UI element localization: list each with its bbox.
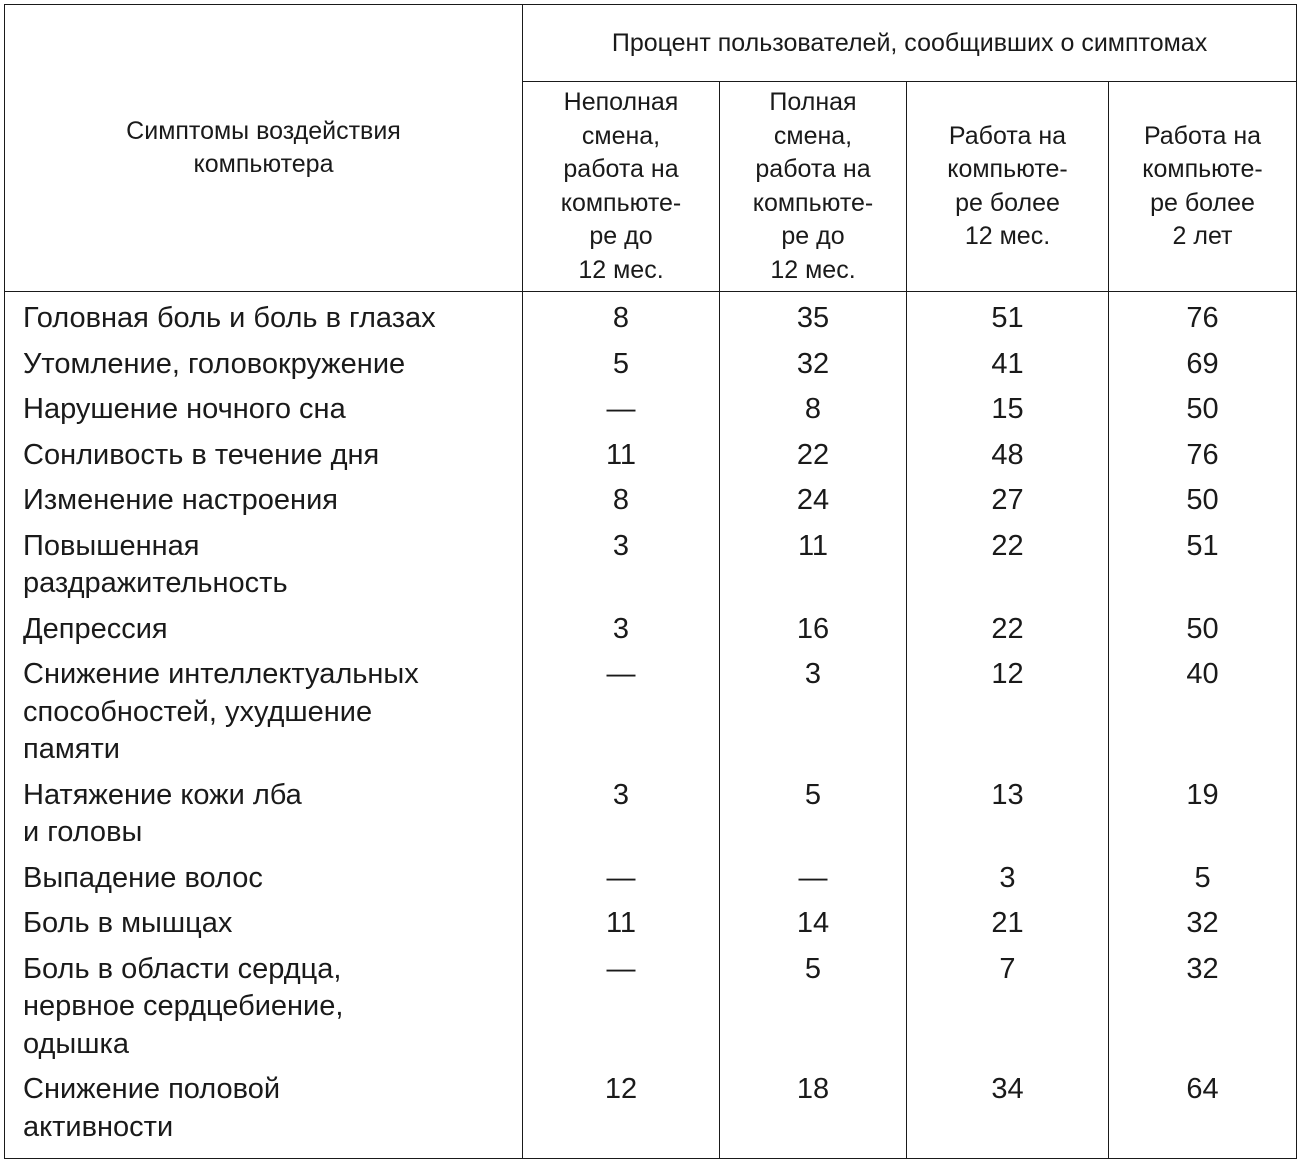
value-cell: 11 bbox=[720, 524, 907, 607]
value-cell: 22 bbox=[720, 433, 907, 479]
value-cell: 3 bbox=[907, 856, 1109, 902]
value-cell: 32 bbox=[1109, 947, 1297, 1068]
symptom-cell bbox=[5, 478, 523, 524]
table-row bbox=[5, 292, 1297, 342]
value-cell: 5 bbox=[523, 342, 720, 388]
table-row bbox=[5, 607, 1297, 653]
header-symptoms-line: Симптомы воздействия bbox=[126, 117, 401, 145]
symptom-label: Снижение интеллектуальных bbox=[23, 658, 419, 690]
symptom-cell bbox=[5, 292, 523, 342]
symptom-label: Снижение половой bbox=[23, 1073, 281, 1105]
symptom-label: Нарушение ночного сна bbox=[23, 393, 346, 425]
symptom-cell bbox=[5, 607, 523, 653]
value-cell: 64 bbox=[1109, 1067, 1297, 1159]
value-cell: 7 bbox=[907, 947, 1109, 1068]
table-row bbox=[5, 947, 1297, 1068]
value-cell: 34 bbox=[907, 1067, 1109, 1159]
header-line: компьюте- bbox=[560, 188, 682, 217]
value-cell: 3 bbox=[523, 773, 720, 856]
symptom-cell bbox=[5, 652, 523, 773]
value-cell: 51 bbox=[1109, 524, 1297, 607]
value-cell: — bbox=[720, 856, 907, 902]
header-line: смена, bbox=[773, 121, 853, 150]
value-cell: 12 bbox=[907, 652, 1109, 773]
symptom-cell bbox=[5, 342, 523, 388]
symptom-label: раздражительность bbox=[23, 567, 288, 599]
header-col-full-time bbox=[720, 82, 907, 292]
header-line: 12 мес. bbox=[964, 222, 1051, 251]
symptom-label: памяти bbox=[23, 733, 120, 765]
table-body bbox=[5, 292, 1297, 1159]
table-row bbox=[5, 478, 1297, 524]
value-cell: 3 bbox=[720, 652, 907, 773]
symptom-label: Боль в мышцах bbox=[23, 907, 233, 939]
value-cell: 8 bbox=[720, 387, 907, 433]
symptom-cell bbox=[5, 433, 523, 479]
header-line: работа на bbox=[563, 155, 679, 184]
symptom-cell bbox=[5, 856, 523, 902]
symptom-cell bbox=[5, 901, 523, 947]
symptom-label: Натяжение кожи лба bbox=[23, 778, 302, 811]
header-line: ре более bbox=[955, 188, 1060, 217]
symptom-label: и головы bbox=[23, 816, 143, 848]
table-row bbox=[5, 901, 1297, 947]
symptom-label: Головная боль и боль в глазах bbox=[23, 302, 436, 334]
header-line: ре до bbox=[781, 222, 845, 251]
value-cell: 51 bbox=[907, 292, 1109, 342]
symptoms-table bbox=[4, 4, 1297, 1159]
table-row bbox=[5, 773, 1297, 856]
header-line: компьюте- bbox=[1142, 155, 1263, 184]
value-cell: — bbox=[523, 856, 720, 902]
value-cell: 76 bbox=[1109, 433, 1297, 479]
symptom-cell bbox=[5, 1067, 523, 1159]
value-cell: 3 bbox=[523, 524, 720, 607]
header-group-title: Процент пользователей, сообщивших о симптомах bbox=[523, 5, 1297, 82]
header-line: компьюте- bbox=[947, 155, 1068, 184]
header-symptoms bbox=[5, 5, 523, 292]
value-cell: 11 bbox=[523, 901, 720, 947]
value-cell: 19 bbox=[1109, 773, 1297, 856]
value-cell: 41 bbox=[907, 342, 1109, 388]
value-cell: 22 bbox=[907, 524, 1109, 607]
symptom-label: нервное сердцебиение, bbox=[23, 990, 344, 1022]
header-col-over-12-months bbox=[907, 82, 1109, 292]
value-cell: 12 bbox=[523, 1067, 720, 1159]
value-cell: 14 bbox=[720, 901, 907, 947]
header-line: компьюте- bbox=[752, 188, 874, 217]
header-line: ре более bbox=[1150, 188, 1255, 217]
table-row bbox=[5, 387, 1297, 433]
value-cell: 50 bbox=[1109, 387, 1297, 433]
value-cell: 22 bbox=[907, 607, 1109, 653]
value-cell: 50 bbox=[1109, 478, 1297, 524]
table-row bbox=[5, 1067, 1297, 1159]
symptom-label: Боль в области сердца, bbox=[23, 952, 342, 985]
value-cell: 13 bbox=[907, 773, 1109, 856]
value-cell: — bbox=[523, 652, 720, 773]
value-cell: 35 bbox=[720, 292, 907, 342]
header-line: работа на bbox=[755, 155, 871, 184]
value-cell: 3 bbox=[523, 607, 720, 653]
symptom-cell bbox=[5, 524, 523, 607]
header-col-part-time bbox=[523, 82, 720, 292]
header-line: 12 мес. bbox=[578, 255, 664, 284]
value-cell: 32 bbox=[1109, 901, 1297, 947]
symptom-label: одышка bbox=[23, 1027, 129, 1060]
value-cell: 16 bbox=[720, 607, 907, 653]
header-line: Полная bbox=[769, 88, 857, 117]
value-cell: 40 bbox=[1109, 652, 1297, 773]
value-cell: 11 bbox=[523, 433, 720, 479]
value-cell: 76 bbox=[1109, 292, 1297, 342]
value-cell: — bbox=[523, 387, 720, 433]
symptom-label: активности bbox=[23, 1110, 174, 1143]
header-symptoms-line: компьютера bbox=[193, 150, 334, 178]
symptom-label: Повышенная bbox=[23, 529, 200, 562]
symptom-cell bbox=[5, 773, 523, 856]
table-row bbox=[5, 524, 1297, 607]
value-cell: 5 bbox=[1109, 856, 1297, 902]
value-cell: 50 bbox=[1109, 607, 1297, 653]
table-row bbox=[5, 856, 1297, 902]
symptom-label: способностей, ухудшение bbox=[23, 695, 373, 728]
symptom-cell bbox=[5, 947, 523, 1068]
value-cell: 15 bbox=[907, 387, 1109, 433]
table-row bbox=[5, 652, 1297, 773]
value-cell: 48 bbox=[907, 433, 1109, 479]
header-line: Неполная bbox=[563, 88, 679, 117]
symptom-label: Изменение настроения bbox=[23, 484, 338, 516]
symptom-label: Сонливость в течение дня bbox=[23, 438, 380, 471]
symptom-label: Депрессия bbox=[23, 612, 168, 645]
header-line: ре до bbox=[589, 222, 653, 251]
value-cell: 5 bbox=[720, 773, 907, 856]
table-row bbox=[5, 342, 1297, 388]
header-line: Работа на bbox=[948, 121, 1067, 150]
value-cell: 5 bbox=[720, 947, 907, 1068]
value-cell: 8 bbox=[523, 292, 720, 342]
value-cell: 24 bbox=[720, 478, 907, 524]
header-line: 2 лет bbox=[1172, 222, 1233, 251]
value-cell: 21 bbox=[907, 901, 1109, 947]
value-cell: 32 bbox=[720, 342, 907, 388]
value-cell: 27 bbox=[907, 478, 1109, 524]
symptom-label: Утомление, головокружение bbox=[23, 347, 406, 380]
symptom-cell bbox=[5, 387, 523, 433]
header-line: смена, bbox=[581, 121, 661, 150]
symptom-label: Выпадение волос bbox=[23, 861, 263, 894]
header-line: 12 мес. bbox=[770, 255, 856, 284]
value-cell: 8 bbox=[523, 478, 720, 524]
header-col-over-2-years bbox=[1109, 82, 1297, 292]
value-cell: 69 bbox=[1109, 342, 1297, 388]
table-row bbox=[5, 433, 1297, 479]
header-line: Работа на bbox=[1143, 121, 1262, 150]
value-cell: — bbox=[523, 947, 720, 1068]
value-cell: 18 bbox=[720, 1067, 907, 1159]
